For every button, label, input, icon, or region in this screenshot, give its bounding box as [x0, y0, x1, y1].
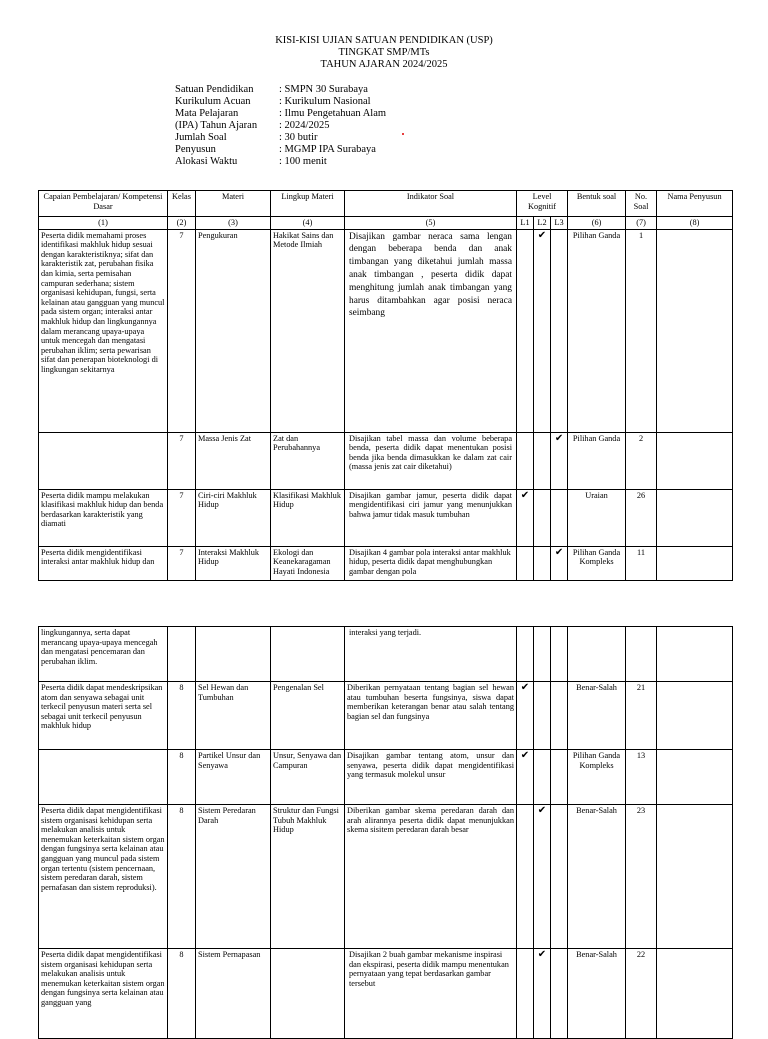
lingkup-cell: Pengenalan Sel [271, 682, 345, 750]
level-l2-cell [534, 546, 551, 580]
level-l3-cell [551, 546, 568, 580]
materi-cell: Sistem Pernapasan [196, 949, 271, 1039]
check-icon: ✔ [554, 432, 564, 444]
check-icon: ✔ [520, 682, 530, 693]
materi-cell: Sistem Peredaran Darah [196, 805, 271, 949]
info-label: Satuan Pendidikan [175, 84, 254, 95]
level-l3-cell [551, 489, 568, 546]
info-label: (IPA) Tahun Ajaran [175, 120, 258, 131]
cp-cell: Peserta didik dapat mengidentifikasi sistem organisasi kehidupan serta melakukan analisis untuk menemukan keterkaitan sistem organ dengan fungsinya serta kelainan atau gangguan yang muncul pada sistem organ tertentu (sistem pencernaan, sistem peredaran darah, sistem pernafasan dan sistem reproduksi). [39, 805, 168, 949]
lingkup-cell [271, 949, 345, 1039]
column-number: (6) [568, 217, 626, 230]
lingkup-cell: Ekologi dan Keanekaragaman Hayati Indonesia [271, 546, 345, 580]
level-l3-cell [551, 750, 568, 805]
table-row [39, 489, 733, 546]
column-number: (8) [657, 217, 733, 230]
page-gap [0, 586, 768, 624]
cp-cell [39, 750, 168, 805]
materi-cell: Sel Hewan dan Tumbuhan [196, 682, 271, 750]
kelas-cell: 7 [168, 489, 196, 546]
materi-cell: Interaksi Makhluk Hidup [196, 546, 271, 580]
check-icon: ✔ [537, 805, 547, 816]
kelas-cell: 7 [168, 432, 196, 489]
info-value: : SMPN 30 Surabaya [279, 84, 368, 95]
kelas-cell: 8 [168, 805, 196, 949]
indikator-cell: Disajikan gambar neraca sama lengan dengan beberapa benda dan anak timbangan yang diketahui jumlah massa anak timbangan , peserta didik dapat menghitung jumlah anak timbangan yang harus ditambahkan agar posisi neraca seimbang [345, 229, 517, 432]
header-materi: Materi [196, 191, 271, 217]
level-l2-cell [534, 229, 551, 432]
penyusun-cell [657, 489, 733, 546]
penyusun-cell [657, 546, 733, 580]
level-l3-cell [551, 432, 568, 489]
check-icon: ✔ [520, 750, 530, 761]
stray-red-dot [402, 133, 404, 135]
cp-cell: Peserta didik memahami proses identifikasi makhluk hidup sesuai dengan karakteristiknya; sifat dan karakteristik zat, perubahan fisika dan kimia, serta pemisahan campuran sederhana; sistem organisasi kehidupan, fungsi, serta kelainan atau gangguan yang muncul pada sistem organ; interaksi antar makhluk hidup dan lingkungannya dalam merancang upaya-upaya untuk mencegah dan mengatasi perubahan iklim; serta pewarisan sifat dan penerapan bioteknologi di lingkungan sekitarnya [39, 229, 168, 432]
lingkup-cell [271, 627, 345, 682]
level-l1-cell [517, 949, 534, 1039]
level-l2-cell [534, 805, 551, 949]
info-row [175, 108, 386, 120]
info-label: Alokasi Waktu [175, 156, 238, 167]
info-value: : 30 butir [279, 132, 318, 143]
kelas-cell: 8 [168, 682, 196, 750]
lingkup-cell: Hakikat Sains dan Metode Ilmiah [271, 229, 345, 432]
level-l3-header: L3 [551, 217, 568, 230]
cp-cell: Peserta didik mampu melakukan klasifikasi makhluk hidup dan benda berdasarkan karakteristik yang diamati [39, 489, 168, 546]
header-bentuk: Bentuk soal [568, 191, 626, 217]
penyusun-cell [657, 229, 733, 432]
table-row [39, 546, 733, 580]
level-l2-cell [534, 750, 551, 805]
kelas-cell: 7 [168, 546, 196, 580]
header-level: Level Kognitif [517, 191, 568, 217]
level-l3-cell [551, 949, 568, 1039]
heading-line-2: TINGKAT SMP/MTs [338, 47, 430, 58]
no-soal-cell: 11 [626, 546, 657, 580]
indikator-cell: Disajikan tabel massa dan volume beberapa benda, peserta didik dapat menentukan posisi benda jika benda dimasukkan ke dalam zat cair (massa jenis zat cair diketahui) [345, 432, 517, 489]
level-l1-cell [517, 546, 534, 580]
header-cp: Capaian Pembelajaran/ Kompetensi Dasar [39, 191, 168, 217]
column-number-row [39, 217, 733, 230]
level-l2-cell [534, 682, 551, 750]
level-l2-header: L2 [534, 217, 551, 230]
level-l1-cell [517, 682, 534, 750]
info-label: Jumlah Soal [175, 132, 227, 143]
cp-cell: Peserta didik mengidentifikasi interaksi antar makhluk hidup dan [39, 546, 168, 580]
column-number: (7) [626, 217, 657, 230]
heading-line-3: TAHUN AJARAN 2024/2025 [320, 59, 448, 70]
lingkup-cell: Klasifikasi Makhluk Hidup [271, 489, 345, 546]
info-value: : Ilmu Pengetahuan Alam [279, 108, 387, 119]
penyusun-cell [657, 432, 733, 489]
info-value: : 2024/2025 [279, 120, 330, 131]
info-label: Mata Pelajaran [175, 108, 239, 119]
column-number: (2) [168, 217, 196, 230]
level-l1-cell [517, 627, 534, 682]
info-row [175, 156, 386, 168]
indikator-cell: Diberikan pernyataan tentang bagian sel hewan atau tumbuhan beserta fungsinya, siswa dapat memberikan keterangan benar atau salah tentang bagian sel dan fungsinya [345, 682, 517, 750]
no-soal-cell: 22 [626, 949, 657, 1039]
info-row [175, 120, 386, 132]
bentuk-cell: Benar-Salah [568, 949, 626, 1039]
info-value: : MGMP IPA Surabaya [279, 144, 376, 155]
no-soal-cell: 26 [626, 489, 657, 546]
column-number: (5) [345, 217, 517, 230]
no-soal-cell: 23 [626, 805, 657, 949]
indikator-cell: Disajikan 2 buah gambar mekanisme inspirasi dan ekspirasi, peserta didik mampu menentukan pernyataan yang tepat berdasarkan gambar tersebut [345, 949, 517, 1039]
kelas-cell: 8 [168, 949, 196, 1039]
indikator-cell: interaksi yang terjadi. [345, 627, 517, 682]
info-row [175, 132, 386, 144]
bentuk-cell: Pilihan Ganda [568, 432, 626, 489]
bentuk-cell: Benar-Salah [568, 682, 626, 750]
level-l1-cell [517, 489, 534, 546]
indikator-cell: Disajikan gambar tentang atom, unsur dan senyawa, peserta didik dapat mengidentifikasi yang termasuk molekul unsur [345, 750, 517, 805]
table-row [39, 627, 733, 682]
level-l1-cell [517, 805, 534, 949]
check-icon: ✔ [537, 229, 547, 241]
materi-cell: Massa Jenis Zat [196, 432, 271, 489]
lingkup-cell: Unsur, Senyawa dan Campuran [271, 750, 345, 805]
check-icon: ✔ [537, 949, 547, 960]
indikator-cell: Disajikan 4 gambar pola interaksi antar makhluk hidup, peserta didik dapat menghubungkan gambar dengan pola [345, 546, 517, 580]
penyusun-cell [657, 627, 733, 682]
level-l3-cell [551, 627, 568, 682]
kisi-kisi-table-page-2 [38, 626, 733, 1039]
no-soal-cell: 21 [626, 682, 657, 750]
level-l2-cell [534, 627, 551, 682]
no-soal-cell: 1 [626, 229, 657, 432]
table-row [39, 949, 733, 1039]
materi-cell [196, 627, 271, 682]
bentuk-cell: Pilihan Ganda Kompleks [568, 546, 626, 580]
info-value: : 100 menit [279, 156, 327, 167]
materi-cell: Partikel Unsur dan Senyawa [196, 750, 271, 805]
check-icon: ✔ [520, 489, 530, 501]
penyusun-cell [657, 805, 733, 949]
level-l1-cell [517, 750, 534, 805]
cp-cell: lingkungannya, serta dapat merancang upaya-upaya mencegah dan mengatasi pencemaran dan perubahan iklim. [39, 627, 168, 682]
level-l2-cell [534, 432, 551, 489]
no-soal-cell [626, 627, 657, 682]
table-row [39, 805, 733, 949]
table-row [39, 682, 733, 750]
info-value: : Kurikulum Nasional [279, 96, 371, 107]
level-l1-header: L1 [517, 217, 534, 230]
info-row [175, 96, 386, 108]
column-number: (1) [39, 217, 168, 230]
bentuk-cell: Uraian [568, 489, 626, 546]
header-penyusun: Nama Penyusun [657, 191, 733, 217]
bentuk-cell: Benar-Salah [568, 805, 626, 949]
info-label: Kurikulum Acuan [175, 96, 251, 107]
bentuk-cell: Pilihan Ganda [568, 229, 626, 432]
info-row [175, 84, 386, 96]
no-soal-cell: 13 [626, 750, 657, 805]
kelas-cell [168, 627, 196, 682]
indikator-cell: Diberikan gambar skema peredaran darah dan arah alirannya peserta didik dapat menunjukkan skema sisitem peredaran darah besar [345, 805, 517, 949]
lingkup-cell: Struktur dan Fungsi Tubuh Makhluk Hidup [271, 805, 345, 949]
table-row [39, 432, 733, 489]
info-row [175, 144, 386, 156]
penyusun-cell [657, 682, 733, 750]
kelas-cell: 7 [168, 229, 196, 432]
document-heading [0, 35, 768, 71]
header-lingkup: Lingkup Materi [271, 191, 345, 217]
bentuk-cell [568, 627, 626, 682]
level-l3-cell [551, 229, 568, 432]
header-indikator: Indikator Soal [345, 191, 517, 217]
no-soal-cell: 2 [626, 432, 657, 489]
kelas-cell: 8 [168, 750, 196, 805]
column-number: (4) [271, 217, 345, 230]
heading-line-1: KISI-KISI UJIAN SATUAN PENDIDIKAN (USP) [275, 35, 493, 46]
level-l1-cell [517, 229, 534, 432]
exam-info-block [175, 84, 386, 168]
table-row [39, 750, 733, 805]
penyusun-cell [657, 750, 733, 805]
bentuk-cell: Pilihan Ganda Kompleks [568, 750, 626, 805]
lingkup-cell: Zat dan Perubahannya [271, 432, 345, 489]
indikator-cell: Disajikan gambar jamur, peserta didik dapat mengidentifikasi ciri jamur yang menunjukkan bahwa jamur tidak masuk tumbuhan [345, 489, 517, 546]
materi-cell: Pengukuran [196, 229, 271, 432]
table-header-row [39, 191, 733, 217]
table-row [39, 229, 733, 432]
column-number: (3) [196, 217, 271, 230]
level-l2-cell [534, 949, 551, 1039]
materi-cell: Ciri-ciri Makhluk Hidup [196, 489, 271, 546]
check-icon: ✔ [554, 546, 564, 558]
kisi-kisi-table-page-1 [38, 190, 733, 581]
header-no-soal: No. Soal [626, 191, 657, 217]
penyusun-cell [657, 949, 733, 1039]
level-l3-cell [551, 682, 568, 750]
cp-cell: Peserta didik dapat mengidentifikasi sistem organisasi kehidupan serta melakukan analisis untuk menemukan keterkaitan sistem organ dengan fungsinya serta kelainan atau gangguan yang [39, 949, 168, 1039]
level-l2-cell [534, 489, 551, 546]
cp-cell [39, 432, 168, 489]
level-l3-cell [551, 805, 568, 949]
info-label: Penyusun [175, 144, 216, 155]
header-kelas: Kelas [168, 191, 196, 217]
cp-cell: Peserta didik dapat mendeskripsikan atom dan senyawa sebagai unit terkecil penyusun materi serta sel sebagai unit terkecil penyusun makhluk hidup [39, 682, 168, 750]
level-l1-cell [517, 432, 534, 489]
